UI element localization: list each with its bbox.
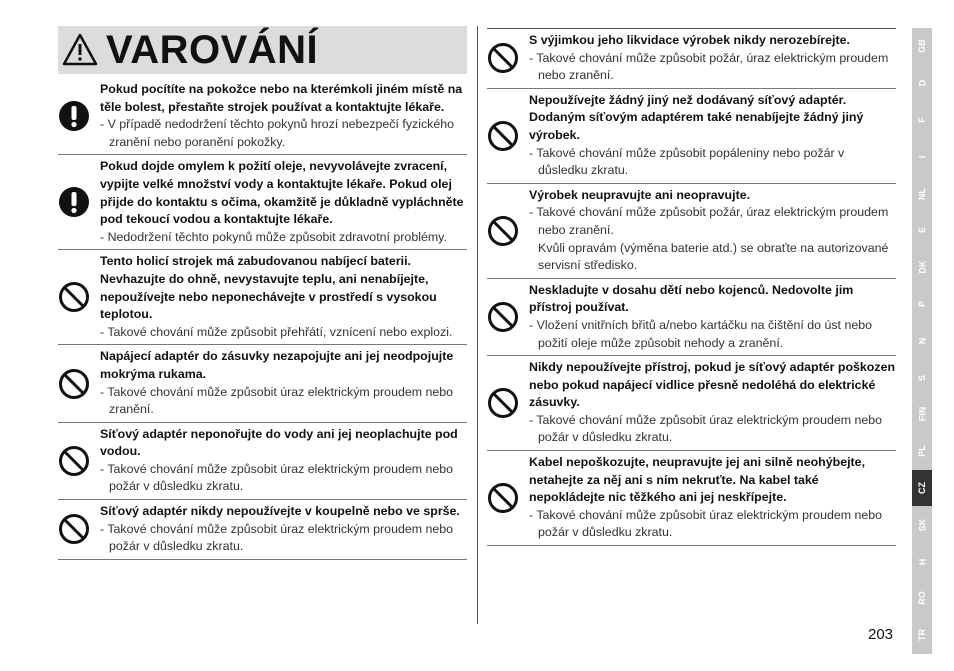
prohibited-icon xyxy=(487,359,529,447)
language-tab-dk xyxy=(912,249,932,286)
warning-text xyxy=(100,158,467,246)
warning-triangle-icon xyxy=(62,32,98,68)
warning-heading: Nikdy nepoužívejte přístroj, pokud je síťový adaptér poškozen nebo pokud napájecí vidlice přesně nedoléhá do elektrické zásuvky. xyxy=(529,360,896,410)
left-column xyxy=(58,78,467,560)
prohibited-icon xyxy=(58,426,100,496)
section-header xyxy=(58,26,467,74)
language-tab-label: H xyxy=(917,558,927,565)
warning-item xyxy=(58,345,467,422)
language-tab-p xyxy=(912,286,932,323)
warning-note: Kvůli opravám (výměna baterie atd.) se obraťte na autorizované servisní středisko. xyxy=(538,240,889,273)
warning-heading: Síťový adaptér nikdy nepoužívejte v koupelně nebo ve sprše. xyxy=(100,504,460,519)
warning-note: - Takové chování může způsobit úraz elektrickým proudem nebo požár v důsledku zkratu. xyxy=(100,461,454,494)
exclamation-icon xyxy=(58,81,100,151)
language-tab-label: S xyxy=(916,374,927,381)
warning-heading: Pokud dojde omylem k požití oleje, nevyvolávejte zvracení, vypijte velké množství vody a kontaktujte lékaře. Pokud olej přijde do kontaktu s očima, okamžitě je důkladně vypláchněte pod tekoucí vodou a kontaktujte lékaře. xyxy=(100,159,464,227)
warning-item xyxy=(58,250,467,345)
warning-heading: Výrobek neupravujte ani neopravujte. xyxy=(529,187,751,202)
right-column xyxy=(487,28,896,546)
language-tab-i xyxy=(912,138,932,175)
warning-heading: Neskladujte v dosahu dětí nebo kojenců. Nedovolte jim přístroj používat. xyxy=(529,282,854,315)
warning-heading: Kabel nepoškozujte, neupravujte jej ani silně neohýbejte, netahejte za něj ani s ním nekruťte. Na kabel také nepokládejte nic těžkého ani jej neskřípejte. xyxy=(529,455,866,505)
warning-note: - Vložení vnitřních břitů a/nebo kartáčku na čištění do úst nebo požití oleje může způsobit nehody a zranění. xyxy=(529,317,873,350)
warning-note: - Takové chování může způsobit požár, úraz elektrickým proudem nebo zranění. xyxy=(529,50,889,83)
warning-text xyxy=(100,253,467,341)
prohibited-icon xyxy=(487,187,529,275)
warning-item xyxy=(58,78,467,155)
warning-item xyxy=(487,89,896,184)
page-number: 203 xyxy=(868,626,894,643)
warning-note: - Takové chování může způsobit úraz elektrickým proudem nebo zranění. xyxy=(100,384,454,417)
language-tab-label: RO xyxy=(917,591,927,606)
warning-item xyxy=(58,155,467,250)
warning-item xyxy=(487,451,896,546)
warning-item xyxy=(58,423,467,500)
warning-text xyxy=(100,426,467,496)
language-tab-label: TR xyxy=(917,629,927,642)
warning-note: - Takové chování může způsobit přehřátí, vznícení nebo explozi. xyxy=(100,324,453,339)
warning-text xyxy=(100,348,467,418)
language-tab-n xyxy=(912,322,932,359)
prohibited-icon xyxy=(487,282,529,352)
warning-heading: Síťový adaptér neponořujte do vody ani jej neoplachujte pod vodou. xyxy=(100,426,458,459)
warning-note: - Takové chování může způsobit úraz elektrickým proudem nebo požár v důsledku zkratu. xyxy=(529,507,883,540)
column-divider xyxy=(477,26,478,624)
language-tab-d xyxy=(912,65,932,102)
language-tab-label: FIN xyxy=(917,407,927,422)
warning-text xyxy=(100,81,467,151)
warning-heading: Nepoužívejte žádný jiný než dodávaný síťový adaptér. Dodaným síťovým adaptérem také nenabíjejte žádný jiný výrobek. xyxy=(529,92,864,142)
warning-note: - V případě nedodržení těchto pokynů hrozí nebezpečí fyzického zranění nebo poranění pokožky. xyxy=(100,117,455,149)
warning-note: - Nedodržení těchto pokynů může způsobit zdravotní problémy. xyxy=(100,229,447,244)
language-tab-gb xyxy=(912,28,932,65)
warning-heading: Napájecí adaptér do zásuvky nezapojujte ani jej neodpojujte mokrýma rukama. xyxy=(100,349,454,381)
warning-note: - Takové chování může způsobit úraz elektrickým proudem nebo požár v důsledku zkratu. xyxy=(100,521,454,554)
language-tab-h xyxy=(912,543,932,580)
language-tab-fin xyxy=(912,396,932,433)
warning-item xyxy=(58,500,467,560)
language-tab-label: SK xyxy=(916,518,927,532)
language-tab-cz xyxy=(912,470,932,507)
language-tab-nl xyxy=(912,175,932,212)
warning-heading: S výjimkou jeho likvidace výrobek nikdy nerozebírejte. xyxy=(529,33,850,47)
language-tab-label: DK xyxy=(917,260,927,274)
language-tab-tr xyxy=(912,617,932,654)
language-tab-label: GB xyxy=(917,39,927,54)
language-tab-label: P xyxy=(916,300,927,307)
language-tab-pl xyxy=(912,433,932,470)
warning-item xyxy=(487,356,896,451)
warning-note: - Takové chování může způsobit úraz elektrickým proudem nebo požár v důsledku zkratu. xyxy=(529,412,883,445)
warning-heading: Pokud pocítíte na pokožce nebo na kterémkoli jiném místě na těle bolest, přestaňte strojek používat a kontaktujte lékaře. xyxy=(100,82,463,114)
warning-note: - Takové chování může způsobit požár, úraz elektrickým proudem nebo zranění. xyxy=(529,205,889,237)
prohibited-icon xyxy=(487,454,529,542)
warning-text xyxy=(529,32,896,85)
warning-text xyxy=(529,187,896,275)
language-tab-ro xyxy=(912,580,932,617)
prohibited-icon xyxy=(487,92,529,180)
language-tab-label: E xyxy=(916,227,927,234)
warning-item xyxy=(487,184,896,279)
warning-text xyxy=(529,454,896,542)
prohibited-icon xyxy=(487,32,529,85)
warning-heading: Tento holicí strojek má zabudovanou nabíjecí baterii. Nevhazujte do ohně, nevystavujte teplu, ani nenabíjejte, nepoužívejte nebo neponechávejte v prostředí s vysokou teplotou. xyxy=(100,254,437,322)
page-title: VAROVÁNÍ xyxy=(106,28,319,72)
prohibited-icon xyxy=(58,503,100,556)
warning-text xyxy=(529,282,896,352)
language-tab-label: NL xyxy=(917,187,927,200)
exclamation-icon xyxy=(58,158,100,246)
warning-item xyxy=(487,279,896,356)
language-tab-label: F xyxy=(917,117,927,123)
language-tab-f xyxy=(912,102,932,139)
prohibited-icon xyxy=(58,348,100,418)
language-tab-label: I xyxy=(916,155,927,159)
language-tab-sk xyxy=(912,506,932,543)
warning-text xyxy=(529,92,896,180)
warning-text xyxy=(100,503,467,556)
language-tab-e xyxy=(912,212,932,249)
warning-item xyxy=(487,29,896,89)
prohibited-icon xyxy=(58,253,100,341)
language-tabs xyxy=(912,28,932,654)
language-tab-label: CZ xyxy=(917,481,927,494)
language-tab-label: N xyxy=(917,337,927,345)
warning-text xyxy=(529,359,896,447)
warning-note: - Takové chování může způsobit popáleniny nebo požár v důsledku zkratu. xyxy=(529,145,845,178)
language-tab-label: D xyxy=(917,79,927,87)
language-tab-s xyxy=(912,359,932,396)
language-tab-label: PL xyxy=(916,445,927,457)
